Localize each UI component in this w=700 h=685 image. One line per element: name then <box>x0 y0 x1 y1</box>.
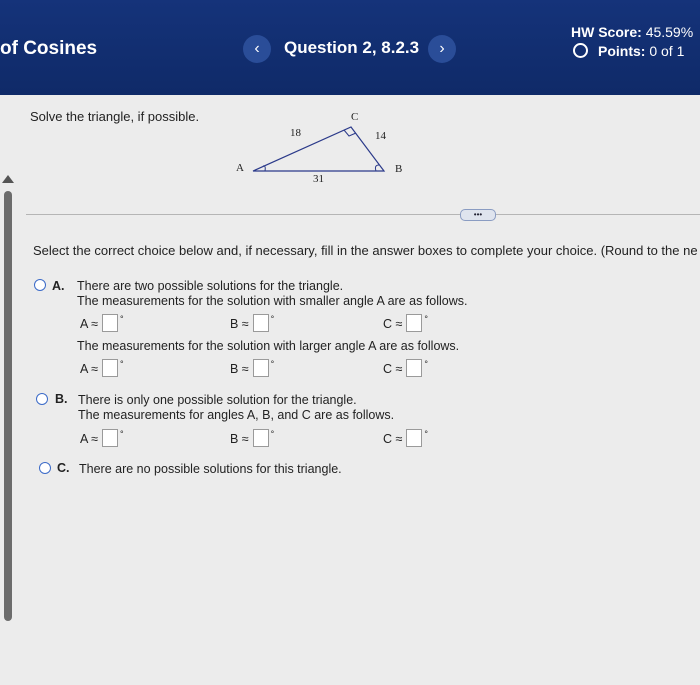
degree-symbol: ° <box>424 429 428 439</box>
option-a-large-angle-a <box>80 359 124 377</box>
angle-c-input[interactable] <box>406 429 422 447</box>
hw-score-label: HW Score: <box>571 24 642 40</box>
option-c-letter: C. <box>57 461 70 475</box>
degree-symbol: ° <box>119 359 124 369</box>
option-a-large-angle-c <box>383 359 428 377</box>
degree-symbol: ° <box>270 314 275 324</box>
vertex-c-label: C <box>351 111 359 123</box>
degree-symbol: ° <box>424 314 428 324</box>
angle-b-label: B ≈ <box>230 317 249 331</box>
points-value: 0 of 1 <box>649 43 685 59</box>
problem-prompt: Solve the triangle, if possible. <box>30 109 200 124</box>
option-a-small-angle-c <box>383 314 428 332</box>
option-a-letter: A. <box>52 279 65 293</box>
collapse-arrow-icon[interactable] <box>2 175 14 183</box>
option-a-smaller-heading: The measurements for the solution with smaller angle A are as follows. <box>77 294 468 308</box>
angle-b-mark <box>375 165 379 171</box>
angle-a-input[interactable] <box>102 429 118 447</box>
chevron-left-icon: ‹ <box>254 40 260 57</box>
course-title: of Cosines <box>0 38 98 59</box>
points-label: Points: <box>598 43 646 59</box>
angle-c-label: C ≈ <box>383 362 403 376</box>
chevron-right-icon: › <box>439 40 445 57</box>
option-b-angle-a <box>80 429 124 447</box>
option-a-text: There are two possible solutions for the triangle. <box>77 279 344 293</box>
degree-symbol: ° <box>424 359 428 369</box>
degree-symbol: ° <box>119 314 124 324</box>
degree-symbol: ° <box>270 429 275 439</box>
points <box>573 43 684 59</box>
instruction-text: Select the correct choice below and, if necessary, fill in the answer boxes to complete your choice. (Round to the ne <box>33 243 698 258</box>
option-b-angle-b <box>230 429 274 447</box>
angle-a-label: A ≈ <box>80 317 98 331</box>
option-a-small-angle-a <box>80 314 124 332</box>
angle-b-input[interactable] <box>253 359 269 377</box>
angle-b-label: B ≈ <box>230 432 249 446</box>
side-bc-label: 14 <box>375 130 386 142</box>
option-b-angle-c <box>383 429 428 447</box>
option-a-large-angle-b <box>230 359 274 377</box>
question-content <box>0 95 700 685</box>
option-c-text: There are no possible solutions for this triangle. <box>79 462 342 476</box>
option-c-radio[interactable] <box>39 462 51 474</box>
option-a-small-angle-b <box>230 314 274 332</box>
angle-c-input[interactable] <box>406 314 422 332</box>
angle-c-label: C ≈ <box>383 317 403 331</box>
option-b-letter: B. <box>55 392 68 406</box>
points-circle-icon <box>573 43 588 58</box>
angle-b-input[interactable] <box>253 314 269 332</box>
option-a-radio[interactable] <box>34 279 46 291</box>
triangle-shape <box>253 127 384 171</box>
more-options-button[interactable]: ••• <box>460 209 496 221</box>
angle-a-input[interactable] <box>102 359 118 377</box>
triangle-diagram <box>228 105 418 185</box>
angle-a-input[interactable] <box>102 314 118 332</box>
side-ab-label: 31 <box>313 173 324 185</box>
previous-question-button[interactable] <box>243 35 271 63</box>
next-question-button[interactable] <box>428 35 456 63</box>
angle-a-label: A ≈ <box>80 362 98 376</box>
question-label: Question 2, 8.2.3 <box>284 38 420 57</box>
hw-score <box>571 24 693 40</box>
angle-c-input[interactable] <box>406 359 422 377</box>
angle-c-label: C ≈ <box>383 432 403 446</box>
degree-symbol: ° <box>270 359 275 369</box>
angle-a-label: A ≈ <box>80 432 98 446</box>
option-b-heading: The measurements for angles A, B, and C are as follows. <box>78 408 395 422</box>
vertex-a-label: A <box>236 162 244 174</box>
hw-score-value: 45.59% <box>645 24 694 40</box>
top-header <box>0 0 700 95</box>
option-b-radio[interactable] <box>36 393 48 405</box>
left-scroll-rail[interactable] <box>4 191 12 621</box>
section-divider <box>26 214 700 215</box>
angle-b-input[interactable] <box>253 429 269 447</box>
vertex-b-label: B <box>395 163 403 175</box>
option-b-text: There is only one possible solution for the triangle. <box>78 393 357 407</box>
option-a-larger-heading: The measurements for the solution with larger angle A are as follows. <box>77 339 460 353</box>
degree-symbol: ° <box>119 429 124 439</box>
side-ac-label: 18 <box>290 127 301 139</box>
angle-b-label: B ≈ <box>230 362 249 376</box>
